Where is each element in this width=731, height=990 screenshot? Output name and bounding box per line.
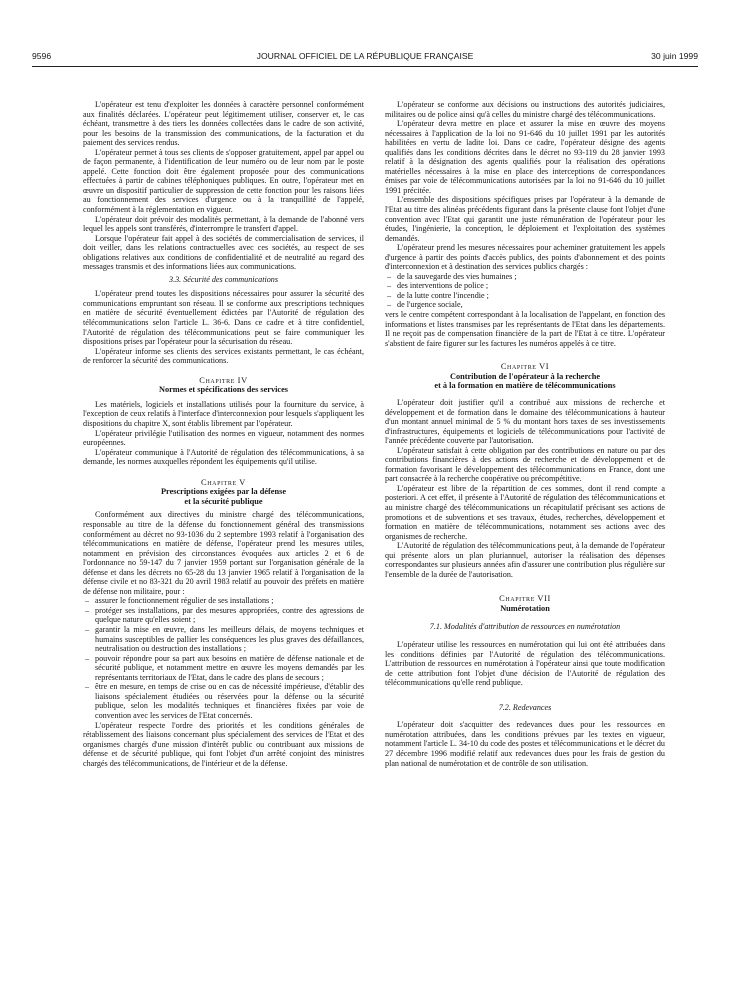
chapter-label: Chapitre V: [201, 477, 246, 487]
list-item: – de la sauvegarde des vies humaines ;: [385, 272, 665, 282]
list-item: – des interventions de police ;: [385, 281, 665, 291]
paragraph: L'opérateur utilise les ressources en numérotation qui lui ont été attribuées dans les conditions définies par l'Autorité de régulation des télécommunications. L'attribution de ressources en numérotation à l'opérateur ainsi que toute modification de cette attribution font l'objet d'une décision de l'Autorité de régulation des télécommunications qu'elle rend publique.: [385, 640, 665, 688]
section-heading: 3.3. Sécurité des communications: [169, 274, 278, 284]
list-item: – de l'urgence sociale,: [385, 300, 665, 310]
paragraph: L'opérateur respecte l'ordre des priorités et les conditions générales de rétablissement des liaisons concernant plus spécialement des services de l'Etat et des organismes chargés d'une mission d'intérêt public ou contribuant aux missions de défense et de sécurité publique, qui font l'objet d'un arrêté conjoint des ministres chargés des télécommunications, de l'intérieur et de la défense.: [83, 720, 364, 768]
list-item: – être en mesure, en temps de crise ou en cas de nécessité impérieuse, d'établir des liaisons spécialement étudiées ou réservées pour la défense ou la sécurité publique, selon les modalités techniques et financières fixées par voie de convention avec les services de l'Etat concernés.: [83, 682, 364, 720]
left-column: [83, 100, 364, 962]
paragraph: L'opérateur est libre de la répartition de ces sommes, dont il rend compte a posteriori. A cet effet, il présente à l'Autorité de régulation des télécommunications et au ministre chargé des télécommunications un récapitulatif précisant ses actions de promotions et de subventions et ses travaux, études, recherches, développement et formation en matière de télécommunications, notamment ses actions avec des organismes de recherche.: [385, 483, 665, 541]
paragraph: L'Autorité de régulation des télécommunications peut, à la demande de l'opérateur qui présente alors un plan pluriannuel, autoriser la réalisation des dépenses correspondantes sur plusieurs années afin d'assurer une contribution plus régulière sur l'ensemble de la durée de l'autorisation.: [385, 541, 665, 579]
header-rule: [32, 66, 698, 67]
chapter-label: Chapitre VI: [500, 362, 550, 372]
chapter-title: [385, 372, 665, 391]
paragraph: Conformément aux directives du ministre chargé des télécommunications, responsable au titre de la défense du fonctionnement général des transmissions conformément au décret no 93-1036 du 2 septembre 1993 relatif à l'organisation des télécommunications en matière de défense, l'opérateur prend les mesures utiles, notamment en prévision des circonstances évoquées aux articles 2 et 6 de l'ordonnance no 59-147 du 7 janvier 1959 portant sur l'organisation générale de la défense et dans les décrets no 65-28 du 13 janvier 1965 relatif à l'organisation de la défense civile et no 83-321 du 20 avril 1983 relatif au pouvoir des préfets en matière de défense non militaire, pour :: [83, 510, 364, 596]
paragraph: Les matériels, logiciels et installations utilisés pour la fourniture du service, à l'exception de ceux relatifs à l'interface d'interconnexion pour lesquels s'appliquent les dispositions du chapitre X, sont établis librement par l'opérateur.: [83, 399, 364, 428]
paragraph: L'opérateur communique à l'Autorité de régulation des télécommunications, à sa demande, les normes auxquelles répondent les équipements qu'il utilise.: [83, 447, 364, 467]
chapter-title: [83, 487, 364, 506]
paragraph: L'opérateur doit justifier qu'il a contribué aux missions de recherche et développement et de formation dans le domaine des télécommunications à hauteur d'un montant annuel minimal de 5 % du montant hors taxes de ses investissements d'infrastructures, équipements et logiciels de télécommunications pour l'activité de l'année précédente couverte par l'autorisation.: [385, 397, 665, 446]
paragraph: Lorsque l'opérateur fait appel à des sociétés de commercialisation de services, il doit veiller, dans les relations contractuelles avec ces sociétés, au respect de ses obligations relatives aux conditions de confidentialité et de neutralité au regard des messages transmis et des informations liées aux communications.: [83, 233, 364, 272]
chapter-title: Numérotation: [500, 603, 550, 613]
publication-date: 30 juin 1999: [651, 51, 698, 61]
chapter-title: Normes et spécifications des services: [158, 385, 289, 395]
list-item: – protéger ses installations, par des mesures appropriées, contre des agressions de quelque nature qu'elles soient ;: [83, 606, 364, 625]
chapter-title-line: Contribution de l'opérateur à la recherche: [449, 371, 601, 381]
paragraph: L'opérateur doit prévoir des modalités permettant, à la demande de l'abonné vers lequel les appels sont transférés, d'interrompre le transfert d'appel.: [83, 214, 364, 234]
paragraph: L'opérateur informe ses clients des services existants permettant, le cas échéant, de renforcer la sécurité des communications.: [83, 346, 364, 366]
paragraph: L'opérateur permet à tous ses clients de s'opposer gratuitement, appel par appel ou de façon permanente, à l'identification de leur numéro ou de leur nom par le poste appelé. Cette fonction doit être également proposée pour des communications effectuées à partir de cabines téléphoniques publiques. En outre, l'opérateur met en œuvre un dispositif particulier de suppression de cette fonction pour les raisons liées au fonctionnement des services d'urgence ou à la tranquillité de l'appelé, conformément à la réglementation en vigueur.: [83, 147, 364, 215]
paragraph: L'opérateur est tenu d'exploiter les données à caractère personnel conformément aux finalités déclarées. L'opérateur peut légitimement utiliser, conserver et, le cas échéant, transmettre à des tiers les données collectées dans le cadre de son activité, pour les besoins de la transmission des communications, de la facturation et du paiement des services rendus.: [83, 100, 364, 148]
list-item: – assurer le fonctionnement régulier de ses installations ;: [83, 596, 364, 606]
list-item: – pouvoir répondre pour sa part aux besoins en matière de défense nationale et de sécurité publique, et notamment mettre en œuvre les moyens demandés par les représentants territoriaux de l'Etat, dans le cadre des plans de secours ;: [83, 654, 364, 683]
paragraph: L'opérateur satisfait à cette obligation par des contributions en nature ou par des contributions financières à des actions de recherche et de développement et de formation favorisant le développement des télécommunications en France, dont une part consacrée à la recherche coopérative ou précompétitive.: [385, 445, 665, 484]
bullet-list: [83, 596, 364, 720]
paragraph: L'opérateur se conforme aux décisions ou instructions des autorités judiciaires, militaires ou de police ainsi qu'à celles du ministre chargé des télécommunications.: [385, 100, 665, 119]
list-item: – de la lutte contre l'incendie ;: [385, 291, 665, 301]
paragraph: L'ensemble des dispositions spécifiques prises par l'opérateur à la demande de l'Etat au titre des alinéas précédents figurant dans la présente clause font l'objet d'une convention avec l'Etat qui garantit une juste rémunération de l'opérateur pour les études, l'ingénierie, la conception, le déploiement et l'exploitation des systèmes demandés.: [385, 195, 665, 243]
chapter-title-line: et à la formation en matière de télécommunications: [434, 381, 616, 391]
paragraph: L'opérateur prend toutes les dispositions nécessaires pour assurer la sécurité des communications empruntant son réseau. Il se conforme aux prescriptions techniques en matière de sécurité éventuellement édictées par l'Autorité de régulation des télécommunications selon l'article L. 36-6. Dans ce cadre et à titre confidentiel, l'Autorité de régulation des télécommunications peut se faire communiquer les dispositions prises par l'opérateur pour la sécurisation du réseau.: [83, 289, 364, 347]
bullet-list: [385, 272, 665, 310]
chapter-label: Chapitre VII: [499, 594, 551, 604]
paragraph: L'opérateur prend les mesures nécessaires pour acheminer gratuitement les appels d'urgence à partir des points d'accès publics, des points d'abonnement et des points d'interconnexion et à destination des services publics chargés :: [385, 243, 665, 272]
paragraph: L'opérateur doit s'acquitter des redevances dues pour les ressources en numérotation attribuées, dans les conditions prévues par les textes en vigueur, notamment l'article L. 34-10 du code des postes et télécommunications et le décret du 27 décembre 1996 modifié relatif aux redevances dues pour les frais de gestion du plan national de numérotation et de contrôle de son utilisation.: [385, 720, 665, 768]
paragraph: vers le centre compétent correspondant à la localisation de l'appelant, en fonction des informations et listes transmises par les représentants de l'Etat dans les départements. Il ne reçoit pas de compensation financière de la part de l'Etat à ce titre. L'opérateur s'abstient de faire figurer sur les factures les numéros appelés à ce titre.: [385, 310, 665, 348]
page-header: [32, 51, 698, 65]
section-heading: 7.2. Redevances: [498, 702, 552, 712]
chapter-label: Chapitre IV: [199, 375, 248, 385]
page-number: 9596: [32, 51, 52, 61]
paragraph: L'opérateur privilégie l'utilisation des normes en vigueur, notamment des normes européennes.: [83, 428, 364, 448]
list-item: – garantir la mise en œuvre, dans les meilleurs délais, de moyens techniques et humains susceptibles de pallier les conséquences les plus graves des défaillances, neutralisation ou destruction des installations ;: [83, 625, 364, 654]
paragraph: L'opérateur devra mettre en place et assurer la mise en œuvre des moyens nécessaires à l'application de la loi no 91-646 du 10 juillet 1991 par les autorités habilitées en vertu de ladite loi. Dans ce cadre, l'opérateur désigne des agents qualifiés dans les conditions décrites dans le décret no 93-119 du 28 janvier 1993 relatif à la désignation des agents qualifiés pour la réalisation des opérations matérielles nécessaires à la mise en place des interceptions de correspondances émises par voie de télécommunications autorisées par la loi no 91-646 du 10 juillet 1991 précitée.: [385, 119, 665, 195]
journal-title: JOURNAL OFFICIEL DE LA RÉPUBLIQUE FRANÇAISE: [256, 51, 474, 61]
section-heading: 7.1. Modalités d'attribution de ressources en numérotation: [429, 622, 621, 632]
right-column: [385, 100, 665, 962]
chapter-title-line: Prescriptions exigées par la défense: [160, 487, 287, 497]
chapter-title-line: et la sécurité publique: [184, 496, 263, 506]
